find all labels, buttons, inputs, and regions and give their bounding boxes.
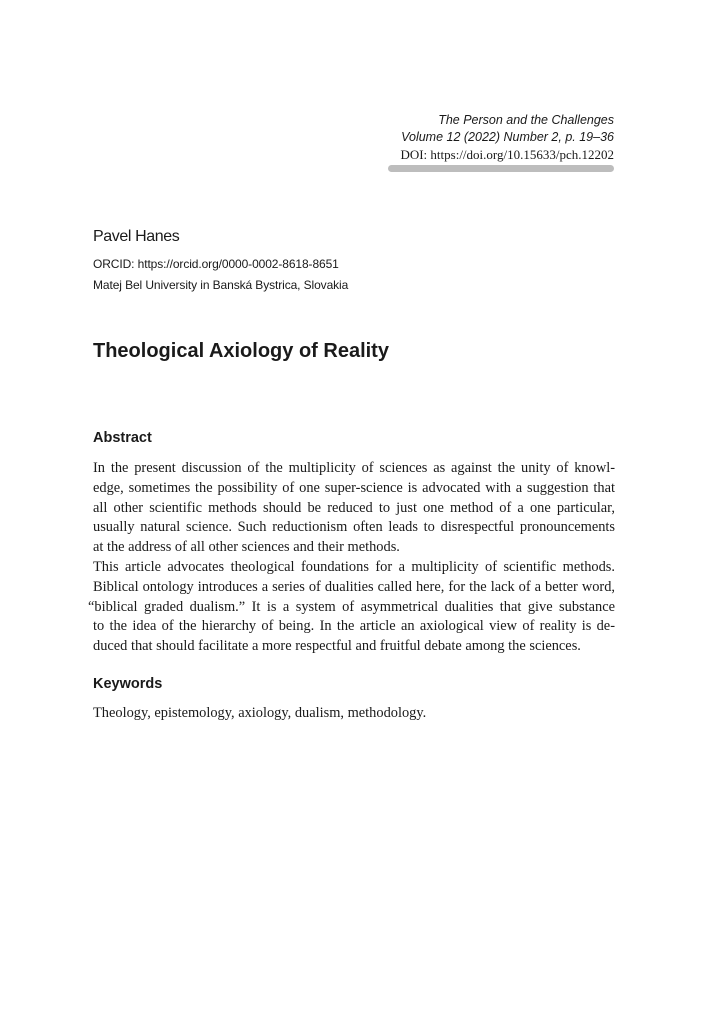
abstract-line: In the present discussion of the multiplicity of sciences as against the unity of knowl- xyxy=(93,460,615,476)
abstract-heading: Abstract xyxy=(93,430,152,446)
journal-name: The Person and the Challenges xyxy=(438,113,614,127)
abstract-line: edge, sometimes the possibility of one super-science is advocated with a suggestion that xyxy=(93,479,615,496)
author-name: Pavel Hanes xyxy=(93,228,180,245)
abstract-body xyxy=(88,459,615,657)
article-title: Theological Axiology of Reality xyxy=(93,340,389,362)
abstract-line: duced that should facilitate a more respectful and fruitful debate among the sciences. xyxy=(93,638,581,655)
journal-doi[interactable]: DOI: https://doi.org/10.15633/pch.12202 xyxy=(400,147,614,162)
abstract-line: usually natural science. Such reductionism often leads to disrespectful pronouncements xyxy=(93,519,615,536)
abstract-line: Biblical ontology introduces a series of dualities called here, for the lack of a better word, xyxy=(93,578,615,595)
keywords-list: Theology, epistemology, axiology, dualism, methodology. xyxy=(93,705,427,721)
journal-volume: Volume 12 (2022) Number 2, p. 19–36 xyxy=(401,130,614,144)
author-orcid[interactable]: ORCID: https://orcid.org/0000-0002-8618-8651 xyxy=(93,257,339,271)
abstract-line: at the address of all other sciences and their methods. xyxy=(93,539,400,556)
journal-header xyxy=(314,112,614,163)
abstract-line: “biblical graded dualism.” It is a system of asymmetrical dualities that give substance xyxy=(88,598,615,615)
abstract-line: all other scientific methods should be reduced to just one method of a one particular, xyxy=(93,499,615,516)
abstract-line: to the idea of the hierarchy of being. In the article an axiological view of reality is de- xyxy=(93,618,615,635)
keywords-heading: Keywords xyxy=(93,676,163,692)
header-divider xyxy=(388,165,614,172)
abstract-line: This article advocates theological foundations for a multiplicity of scientific methods. xyxy=(93,558,615,575)
author-affiliation: Matej Bel University in Banská Bystrica, Slovakia xyxy=(93,278,349,292)
